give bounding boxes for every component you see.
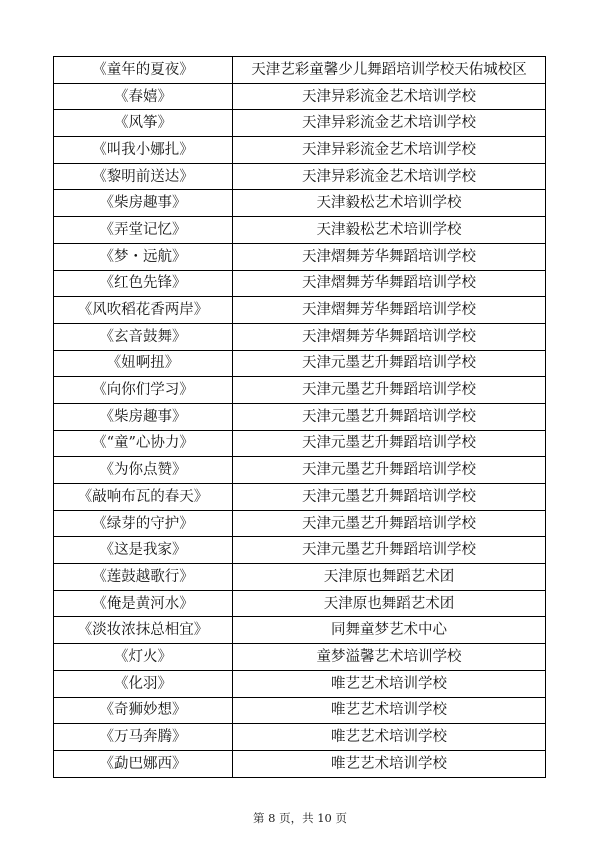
table-row	[54, 537, 546, 564]
program-table	[53, 56, 546, 778]
table-row	[54, 724, 546, 751]
program-title-cell: 《勐巴娜西》	[54, 750, 233, 777]
organization-cell: 同舞童梦艺术中心	[233, 617, 546, 644]
table-row	[54, 350, 546, 377]
table-row	[54, 110, 546, 137]
program-title-cell: 《风筝》	[54, 110, 233, 137]
program-title-cell: 《叫我小娜扎》	[54, 137, 233, 164]
organization-cell: 天津异彩流金艺术培训学校	[233, 83, 546, 110]
program-title-cell: 《黎明前送达》	[54, 163, 233, 190]
table-row	[54, 564, 546, 591]
organization-cell: 唯艺艺术培训学校	[233, 670, 546, 697]
organization-cell: 天津元墨艺升舞蹈培训学校	[233, 510, 546, 537]
table-row	[54, 457, 546, 484]
organization-cell: 天津元墨艺升舞蹈培训学校	[233, 537, 546, 564]
table-row	[54, 377, 546, 404]
table-row	[54, 430, 546, 457]
organization-cell: 天津毅松艺术培训学校	[233, 217, 546, 244]
table-row	[54, 484, 546, 511]
program-title-cell: 《敲响布瓦的春天》	[54, 484, 233, 511]
program-title-cell: 《梦・远航》	[54, 243, 233, 270]
program-title-cell: 《绿芽的守护》	[54, 510, 233, 537]
organization-cell: 天津元墨艺升舞蹈培训学校	[233, 484, 546, 511]
organization-cell: 唯艺艺术培训学校	[233, 697, 546, 724]
organization-cell: 天津元墨艺升舞蹈培训学校	[233, 403, 546, 430]
program-title-cell: 《妞啊扭》	[54, 350, 233, 377]
program-title-cell: 《万马奔腾》	[54, 724, 233, 751]
organization-cell: 天津熠舞芳华舞蹈培训学校	[233, 323, 546, 350]
organization-cell: 天津元墨艺升舞蹈培训学校	[233, 350, 546, 377]
table-row	[54, 217, 546, 244]
program-title-cell: 《弄堂记忆》	[54, 217, 233, 244]
organization-cell: 天津元墨艺升舞蹈培训学校	[233, 457, 546, 484]
organization-cell: 天津异彩流金艺术培训学校	[233, 110, 546, 137]
table-row	[54, 323, 546, 350]
organization-cell: 童梦溢馨艺术培训学校	[233, 644, 546, 671]
program-title-cell: 《灯火》	[54, 644, 233, 671]
program-table-body	[54, 57, 546, 778]
organization-cell: 天津熠舞芳华舞蹈培训学校	[233, 297, 546, 324]
table-row	[54, 83, 546, 110]
program-title-cell: 《莲鼓越歌行》	[54, 564, 233, 591]
program-title-cell: 《化羽》	[54, 670, 233, 697]
page-number-footer: 第 8 页，共 10 页	[252, 811, 348, 825]
organization-cell: 天津熠舞芳华舞蹈培训学校	[233, 270, 546, 297]
organization-cell: 天津原也舞蹈艺术团	[233, 590, 546, 617]
program-title-cell: 《向你们学习》	[54, 377, 233, 404]
organization-cell: 天津异彩流金艺术培训学校	[233, 163, 546, 190]
program-title-cell: 《春嬉》	[54, 83, 233, 110]
table-row	[54, 617, 546, 644]
table-row	[54, 57, 546, 84]
program-title-cell: 《红色先锋》	[54, 270, 233, 297]
organization-cell: 天津异彩流金艺术培训学校	[233, 137, 546, 164]
table-row	[54, 270, 546, 297]
program-title-cell: 《玄音鼓舞》	[54, 323, 233, 350]
table-row	[54, 243, 546, 270]
program-title-cell: 《这是我家》	[54, 537, 233, 564]
table-row	[54, 403, 546, 430]
table-row	[54, 697, 546, 724]
program-title-cell: 《柴房趣事》	[54, 190, 233, 217]
organization-cell: 天津熠舞芳华舞蹈培训学校	[233, 243, 546, 270]
program-title-cell: 《俺是黄河水》	[54, 590, 233, 617]
table-row	[54, 644, 546, 671]
table-row	[54, 590, 546, 617]
table-row	[54, 750, 546, 777]
table-row	[54, 510, 546, 537]
organization-cell: 天津原也舞蹈艺术团	[233, 564, 546, 591]
table-row	[54, 297, 546, 324]
organization-cell: 天津元墨艺升舞蹈培训学校	[233, 377, 546, 404]
table-row	[54, 190, 546, 217]
organization-cell: 天津艺彩童馨少儿舞蹈培训学校天佑城校区	[233, 57, 546, 84]
table-row	[54, 137, 546, 164]
program-title-cell: 《柴房趣事》	[54, 403, 233, 430]
program-title-cell: 《童年的夏夜》	[54, 57, 233, 84]
organization-cell: 唯艺艺术培训学校	[233, 724, 546, 751]
program-title-cell: 《“童”心协力》	[54, 430, 233, 457]
organization-cell: 天津毅松艺术培训学校	[233, 190, 546, 217]
program-title-cell: 《奇狮妙想》	[54, 697, 233, 724]
program-title-cell: 《风吹稻花香两岸》	[54, 297, 233, 324]
organization-cell: 唯艺艺术培训学校	[233, 750, 546, 777]
organization-cell: 天津元墨艺升舞蹈培训学校	[233, 430, 546, 457]
table-row	[54, 163, 546, 190]
program-title-cell: 《淡妆浓抹总相宜》	[54, 617, 233, 644]
program-title-cell: 《为你点赞》	[54, 457, 233, 484]
table-row	[54, 670, 546, 697]
